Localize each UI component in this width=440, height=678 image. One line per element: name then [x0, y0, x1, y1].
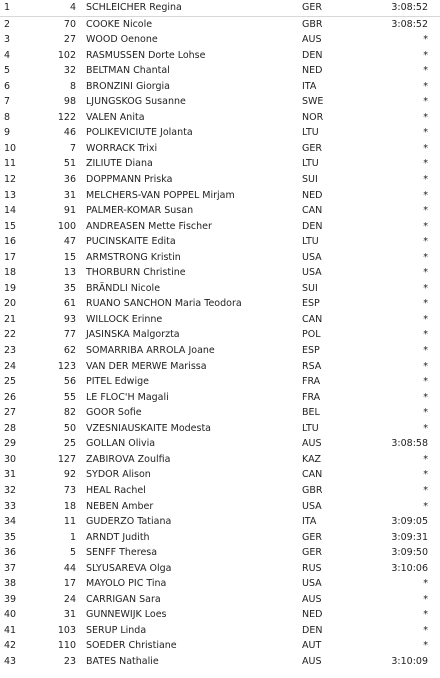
rank-cell: 10	[4, 142, 17, 154]
nation-cell: GBR	[302, 18, 323, 30]
nation-cell: GER	[302, 547, 322, 559]
rank-cell: 21	[4, 313, 17, 325]
time-cell: 3:09:50	[391, 547, 428, 559]
rider-name-cell: RUANO SANCHON Maria Teodora	[86, 298, 242, 310]
rank-cell: 31	[4, 469, 17, 481]
rider-name-cell: PITEL Edwige	[86, 376, 149, 388]
bib-number-cell: 91	[63, 205, 76, 217]
bib-number-cell: 127	[57, 453, 76, 465]
time-cell: *	[423, 205, 428, 217]
bib-number-cell: 92	[63, 469, 76, 481]
time-cell: 3:09:31	[391, 531, 428, 543]
nation-cell: SUI	[302, 174, 318, 186]
time-cell: *	[423, 158, 428, 170]
bib-number-cell: 13	[63, 267, 76, 279]
bib-number-cell: 122	[57, 111, 76, 123]
rank-cell: 6	[4, 80, 11, 92]
bib-number-cell: 93	[63, 313, 76, 325]
result-row	[0, 79, 440, 95]
rank-cell: 4	[4, 49, 11, 61]
bib-number-cell: 73	[63, 484, 76, 496]
result-row	[0, 234, 440, 250]
result-row	[0, 436, 440, 452]
bib-number-cell: 23	[63, 655, 76, 667]
time-cell: *	[423, 174, 428, 186]
rank-cell: 41	[4, 624, 17, 636]
result-row	[0, 514, 440, 530]
nation-cell: AUT	[302, 640, 322, 652]
time-cell: *	[423, 282, 428, 294]
result-row	[0, 265, 440, 281]
bib-number-cell: 35	[63, 282, 76, 294]
time-cell: *	[423, 298, 428, 310]
result-row	[0, 545, 440, 561]
rank-cell: 30	[4, 453, 17, 465]
rider-name-cell: SYDOR Alison	[86, 469, 151, 481]
time-cell: 3:10:06	[391, 562, 428, 574]
nation-cell: GER	[302, 2, 322, 13]
rider-name-cell: SCHLEICHER Regina	[86, 2, 182, 13]
rank-cell: 37	[4, 562, 17, 574]
rider-name-cell: WORRACK Trixi	[86, 142, 158, 154]
nation-cell: LTU	[302, 236, 319, 248]
result-row	[0, 0, 440, 17]
rider-name-cell: THORBURN Christine	[86, 267, 186, 279]
rank-cell: 36	[4, 547, 17, 559]
rank-cell: 2	[4, 18, 11, 30]
time-cell: *	[423, 34, 428, 46]
time-cell: *	[423, 407, 428, 419]
bib-number-cell: 36	[63, 174, 76, 186]
bib-number-cell: 110	[57, 640, 76, 652]
rider-name-cell: PALMER-KOMAR Susan	[86, 205, 194, 217]
nation-cell: USA	[302, 251, 322, 263]
rider-name-cell: COOKE Nicole	[86, 18, 153, 30]
bib-number-cell: 100	[57, 220, 76, 232]
bib-number-cell: 7	[69, 142, 76, 154]
time-cell: *	[423, 96, 428, 108]
bib-number-cell: 46	[63, 127, 76, 139]
time-cell: 3:08:58	[391, 438, 428, 450]
result-row	[0, 638, 440, 654]
result-row	[0, 188, 440, 204]
rank-cell: 42	[4, 640, 17, 652]
result-row	[0, 312, 440, 328]
nation-cell: ITA	[302, 80, 317, 92]
bib-number-cell: 51	[63, 158, 76, 170]
nation-cell: RSA	[302, 360, 322, 372]
bib-number-cell: 31	[63, 609, 76, 621]
result-row	[0, 561, 440, 577]
time-cell: *	[423, 127, 428, 139]
nation-cell: NED	[302, 609, 323, 621]
result-row	[0, 17, 440, 33]
rider-name-cell: GOLLAN Olivia	[86, 438, 156, 450]
result-row	[0, 607, 440, 623]
rider-name-cell: BELTMAN Chantal	[86, 65, 170, 77]
bib-number-cell: 77	[63, 329, 76, 341]
bib-number-cell: 5	[69, 547, 76, 559]
rank-cell: 27	[4, 407, 17, 419]
rider-name-cell: SOEDER Christiane	[86, 640, 177, 652]
rank-cell: 23	[4, 345, 17, 357]
rider-name-cell: SLYUSAREVA Olga	[86, 562, 172, 574]
time-cell: *	[423, 624, 428, 636]
bib-number-cell: 70	[63, 18, 76, 30]
rank-cell: 3	[4, 34, 11, 46]
rider-name-cell: MAYOLO PIC Tina	[86, 578, 167, 590]
time-cell: 3:08:52	[391, 18, 428, 30]
bib-number-cell: 15	[63, 251, 76, 263]
rank-cell: 1	[4, 2, 11, 13]
rider-name-cell: GOOR Sofie	[86, 407, 142, 419]
result-row	[0, 483, 440, 499]
rider-name-cell: ZILIUTE Diana	[86, 158, 153, 170]
rank-cell: 5	[4, 65, 11, 77]
rider-name-cell: CARRIGAN Sara	[86, 593, 161, 605]
rank-cell: 20	[4, 298, 17, 310]
rider-name-cell: NEBEN Amber	[86, 500, 154, 512]
time-cell: *	[423, 111, 428, 123]
bib-number-cell: 102	[57, 49, 76, 61]
rank-cell: 26	[4, 391, 17, 403]
bib-number-cell: 18	[63, 500, 76, 512]
result-row	[0, 343, 440, 359]
result-row	[0, 654, 440, 670]
bib-number-cell: 44	[63, 562, 76, 574]
result-row	[0, 63, 440, 79]
rider-name-cell: MELCHERS-VAN POPPEL Mirjam	[86, 189, 235, 201]
result-row	[0, 281, 440, 297]
nation-cell: AUS	[302, 438, 322, 450]
time-cell: *	[423, 189, 428, 201]
time-cell: *	[423, 313, 428, 325]
time-cell: 3:08:52	[391, 2, 428, 13]
bib-number-cell: 17	[63, 578, 76, 590]
nation-cell: CAN	[302, 313, 323, 325]
rider-name-cell: SERUP Linda	[86, 624, 147, 636]
nation-cell: LTU	[302, 158, 319, 170]
bib-number-cell: 8	[69, 80, 76, 92]
result-row	[0, 576, 440, 592]
result-row	[0, 203, 440, 219]
result-row	[0, 219, 440, 235]
rider-name-cell: BRÄNDLI Nicole	[86, 282, 161, 294]
nation-cell: GER	[302, 531, 322, 543]
result-row	[0, 296, 440, 312]
rank-cell: 29	[4, 438, 17, 450]
time-cell: 3:09:05	[391, 516, 428, 528]
rider-name-cell: ARNDT Judith	[86, 531, 150, 543]
rider-name-cell: LJUNGSKOG Susanne	[86, 96, 186, 108]
time-cell: *	[423, 329, 428, 341]
result-row	[0, 359, 440, 375]
rank-cell: 19	[4, 282, 17, 294]
time-cell: *	[423, 484, 428, 496]
rider-name-cell: SOMARRIBA ARROLA Joane	[86, 345, 215, 357]
nation-cell: NED	[302, 65, 323, 77]
rider-name-cell: RASMUSSEN Dorte Lohse	[86, 49, 206, 61]
nation-cell: FRA	[302, 376, 321, 388]
nation-cell: AUS	[302, 34, 322, 46]
bib-number-cell: 25	[63, 438, 76, 450]
result-row	[0, 141, 440, 157]
rider-name-cell: WOOD Oenone	[86, 34, 158, 46]
rank-cell: 16	[4, 236, 17, 248]
result-row	[0, 32, 440, 48]
time-cell: *	[423, 251, 428, 263]
bib-number-cell: 27	[63, 34, 76, 46]
rider-name-cell: SENFF Theresa	[86, 547, 158, 559]
time-cell: *	[423, 80, 428, 92]
result-row	[0, 156, 440, 172]
result-row	[0, 623, 440, 639]
bib-number-cell: 1	[69, 531, 76, 543]
rank-cell: 34	[4, 516, 17, 528]
rank-cell: 14	[4, 205, 17, 217]
nation-cell: DEN	[302, 624, 323, 636]
rider-name-cell: ANDREASEN Mette Fischer	[86, 220, 212, 232]
result-row	[0, 110, 440, 126]
result-row	[0, 467, 440, 483]
time-cell: *	[423, 578, 428, 590]
bib-number-cell: 50	[63, 422, 76, 434]
nation-cell: FRA	[302, 391, 321, 403]
rank-cell: 28	[4, 422, 17, 434]
rank-cell: 38	[4, 578, 17, 590]
time-cell: *	[423, 65, 428, 77]
time-cell: *	[423, 422, 428, 434]
bib-number-cell: 123	[57, 360, 76, 372]
result-row	[0, 48, 440, 64]
rider-name-cell: VALEN Anita	[86, 111, 145, 123]
bib-number-cell: 55	[63, 391, 76, 403]
rank-cell: 8	[4, 111, 11, 123]
result-row	[0, 499, 440, 515]
time-cell: *	[423, 142, 428, 154]
rank-cell: 33	[4, 500, 17, 512]
rank-cell: 7	[4, 96, 11, 108]
rank-cell: 35	[4, 531, 17, 543]
rank-cell: 11	[4, 158, 17, 170]
nation-cell: LTU	[302, 127, 319, 139]
time-cell: *	[423, 376, 428, 388]
result-row	[0, 592, 440, 608]
rider-name-cell: VAN DER MERWE Marissa	[86, 360, 207, 372]
nation-cell: CAN	[302, 469, 323, 481]
time-cell: *	[423, 593, 428, 605]
rank-cell: 43	[4, 655, 17, 667]
result-row	[0, 327, 440, 343]
rider-name-cell: BRONZINI Giorgia	[86, 80, 170, 92]
rider-name-cell: BATES Nathalie	[86, 655, 159, 667]
nation-cell: NED	[302, 189, 323, 201]
rank-cell: 22	[4, 329, 17, 341]
rank-cell: 24	[4, 360, 17, 372]
rider-name-cell: JASINSKA Malgorzta	[86, 329, 180, 341]
rider-name-cell: HEAL Rachel	[86, 484, 146, 496]
nation-cell: POL	[302, 329, 321, 341]
result-row	[0, 390, 440, 406]
time-cell: *	[423, 640, 428, 652]
nation-cell: DEN	[302, 220, 323, 232]
rider-name-cell: GUNNEWIJK Loes	[86, 609, 167, 621]
rider-name-cell: GUDERZO Tatiana	[86, 516, 172, 528]
bib-number-cell: 103	[57, 624, 76, 636]
rider-name-cell: WILLOCK Erinne	[86, 313, 163, 325]
nation-cell: USA	[302, 578, 322, 590]
nation-cell: KAZ	[302, 453, 322, 465]
bib-number-cell: 24	[63, 593, 76, 605]
time-cell: *	[423, 469, 428, 481]
result-row	[0, 250, 440, 266]
rank-cell: 25	[4, 376, 17, 388]
result-row	[0, 172, 440, 188]
rider-name-cell: LE FLOC'H Magali	[86, 391, 169, 403]
rank-cell: 40	[4, 609, 17, 621]
bib-number-cell: 47	[63, 236, 76, 248]
time-cell: *	[423, 345, 428, 357]
time-cell: *	[423, 236, 428, 248]
nation-cell: USA	[302, 500, 322, 512]
nation-cell: SUI	[302, 282, 318, 294]
rank-cell: 9	[4, 127, 11, 139]
bib-number-cell: 62	[63, 345, 76, 357]
rank-cell: 18	[4, 267, 17, 279]
time-cell: *	[423, 49, 428, 61]
time-cell: *	[423, 609, 428, 621]
result-row	[0, 405, 440, 421]
nation-cell: AUS	[302, 593, 322, 605]
nation-cell: RUS	[302, 562, 322, 574]
bib-number-cell: 31	[63, 189, 76, 201]
bib-number-cell: 32	[63, 65, 76, 77]
rank-cell: 39	[4, 593, 17, 605]
result-row	[0, 421, 440, 437]
time-cell: *	[423, 360, 428, 372]
result-row	[0, 374, 440, 390]
nation-cell: GBR	[302, 484, 323, 496]
result-row	[0, 94, 440, 110]
nation-cell: USA	[302, 267, 322, 279]
rider-name-cell: VZESNIAUSKAITE Modesta	[86, 422, 211, 434]
rank-cell: 13	[4, 189, 17, 201]
rank-cell: 17	[4, 251, 17, 263]
rider-name-cell: ARMSTRONG Kristin	[86, 251, 181, 263]
bib-number-cell: 56	[63, 376, 76, 388]
result-row	[0, 125, 440, 141]
time-cell: 3:10:09	[391, 655, 428, 667]
time-cell: *	[423, 267, 428, 279]
nation-cell: NOR	[302, 111, 324, 123]
rider-name-cell: PUCINSKAITE Edita	[86, 236, 176, 248]
nation-cell: ITA	[302, 516, 317, 528]
bib-number-cell: 98	[63, 96, 76, 108]
nation-cell: CAN	[302, 205, 323, 217]
rank-cell: 32	[4, 484, 17, 496]
result-row	[0, 452, 440, 468]
nation-cell: ESP	[302, 345, 320, 357]
nation-cell: AUS	[302, 655, 322, 667]
time-cell: *	[423, 500, 428, 512]
nation-cell: SWE	[302, 96, 324, 108]
time-cell: *	[423, 391, 428, 403]
nation-cell: LTU	[302, 422, 319, 434]
time-cell: *	[423, 453, 428, 465]
rider-name-cell: ZABIROVA Zoulfia	[86, 453, 171, 465]
result-row	[0, 530, 440, 546]
bib-number-cell: 4	[69, 2, 76, 13]
nation-cell: GER	[302, 142, 322, 154]
nation-cell: BEL	[302, 407, 320, 419]
rank-cell: 15	[4, 220, 17, 232]
time-cell: *	[423, 220, 428, 232]
rider-name-cell: POLIKEVICIUTE Jolanta	[86, 127, 193, 139]
bib-number-cell: 11	[63, 516, 76, 528]
rank-cell: 12	[4, 174, 17, 186]
bib-number-cell: 82	[63, 407, 76, 419]
nation-cell: ESP	[302, 298, 320, 310]
nation-cell: DEN	[302, 49, 323, 61]
rider-name-cell: DOPPMANN Priska	[86, 174, 173, 186]
bib-number-cell: 61	[63, 298, 76, 310]
